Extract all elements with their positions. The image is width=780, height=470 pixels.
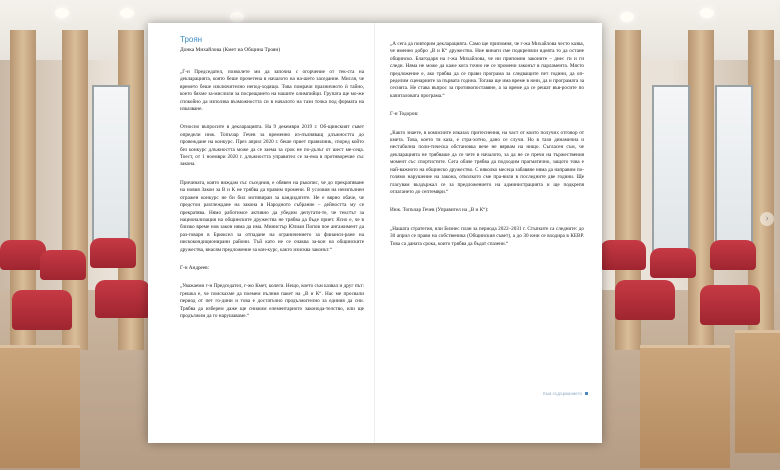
ceiling-light [230,12,244,22]
background-window [92,85,130,259]
speaker-label: Г-н Андреев: [180,264,210,271]
wooden-desk [640,345,730,468]
auditorium-seat [710,240,756,270]
auditorium-seat [600,240,646,270]
document-title: Троян [180,35,203,44]
auditorium-seat [615,280,675,320]
auditorium-seat [700,285,760,325]
ceiling-light [55,8,69,18]
next-page-button[interactable] [760,212,774,226]
paragraph: Относно въпросите в декларацията. На 9 декември 2019 г. Об-щинският съвет определи инж. Топъчар Гечев за временно из-пълняващ длъжността до провеждане на конкурс. През април 2020 г. беше приет правилник, според който без конкурс длъжността може да се заема за срок не по-дълъг от шест ме-сеца. Тоест, от 1 ноември 2020 г. длъжността управител се за-ема в противоречие със закона. [180,124,364,168]
paragraph: „Уважаеми г-н Председател, г-жо Кмет, колеги. Нещо, което съм казвал и друг път: грешка е, че поискахме да поемем пълния пакет на „В и К“. Нас ме просвали период от пет го-дини и това е достатъчно продължително за единия да сни. Трябва да изберем даже ще снижим елементарното законода-телство, или ще продължим да го нарушаваме.“ [180,283,364,319]
left-column [180,35,364,331]
background-window [715,85,753,259]
auditorium-seat [90,238,136,268]
paragraph: „А сега да повторим декларацията. Само ще припомня, че г-жа Михайлова често казва, че именно добро „В и К“ дружество. Ние винаги сме подкрепяли идеята то да остане общинско. Благодаря на г-жа Михайлова, че ни припомни законите – днес ги и ги следи. Няма не може да каже кога точно не се промени законът в парламента. Място предложение е, ако трябва да се прави програма за следващите пет години, да оп-ределим сценариите за първата година. Тогава ще има време в юни, да и програмата за сесията. Не става въпрос за противопоставяне, а за време да се решат във-росите по капиталовата програма.“ [390,41,584,99]
speaker-label: Инж. Топъчар Гечев (Управител на „В и К“): [390,207,489,214]
paragraph: „Нашата стратегия, или Бизнес план за периода 2022–2031 г. Стъпките са следните: до 30 април се прави на собственика (Общинския съвет), а до 30 юни се входира в КЕВР. Това са даната срока, които трябва да бъдат спазени.“ [390,225,584,247]
ceiling-light [120,8,134,18]
document-subtitle: Донка Михайлова (Кмет на Община Троян) [180,47,281,53]
back-to-contents-link[interactable] [543,391,588,396]
paragraph: Причината, която виждам със съседния, е обявен на ръкопис, че до прекратяване на новия Закон за В и К не трябва да правим промени. В условия на неизпълнен отражен конкурс не би бил мотивиран за кандидатите. Не е вярно обаче, че предстои разглеждане на закона в Народното събрание – дейността му се прекратява. Нямо работимсе активно да убедим депутати-те, че текстът за национализация на общинските дружества не трябва да бъде приет. Ясно е, че в близко време нов закон няма да има. Министър Юлиан Попов пое ангажимент да раз-говаря в Брюксел за отпадане на ограничението за финанси-ране на нискокондиционирани райони. Тъй като не се очаква за-кон на общинските дружества, внасям предложение за кон-курс, както изисква законът.“ [180,179,364,253]
auditorium-seat [12,290,72,330]
right-page [375,23,602,443]
square-icon [585,392,588,395]
auditorium-seat [95,280,150,318]
auditorium-seat [40,250,86,280]
ceiling-light [700,8,714,18]
chevron-right-icon: › [765,213,769,224]
ceiling-light [620,12,634,22]
paragraph: „Г-н Председател, позволете ми да започна с огорчение от тек-ста на декларацията, която беше прочетена в началото на на-шето заседание. Мисля, че времето беше изключително непод-ходящо. Това помрачи празничното ѝ тайно, което бяхме за-мислили за посрещането на нашите олимпийци. Групата ще мо-же спокойно да използва възможността си в началото на тази точка под формата на изказване. [180,69,364,113]
right-column [390,41,584,259]
background-window [652,85,690,259]
wooden-desk [735,330,780,453]
document-spread [148,23,602,443]
wooden-desk [0,345,80,468]
speaker-label: Г-н Тодоров: [390,111,419,118]
left-page [148,23,374,443]
paragraph: „Както знаете, в комисиите изказах притеснения, на част от които получих отговор от кмета. Това, което тя каза, е стра-хотно, дано се случи. Но в тази динамична и нестабилна поли-тическа обстановка вече не вярвам на нищо. Съгласен съм, че декларацията не трябваше да се чете в началото, за да не се пречи на тържествения момент със спортистите. Сега обаче трябва да подходим прагматично, защото това е най-важното на общинско дружество. С няколко месеца забавяне няма да направим по-голямо нарушение на закона, отколкото сме пра-вили в последните две години. Ще гласувам въздържал се за предложението на администрацията и ще подкрепя отлагането до септември.“ [390,129,584,195]
footer-note-label: Към съдържанието [543,391,582,396]
auditorium-seat [650,248,696,278]
